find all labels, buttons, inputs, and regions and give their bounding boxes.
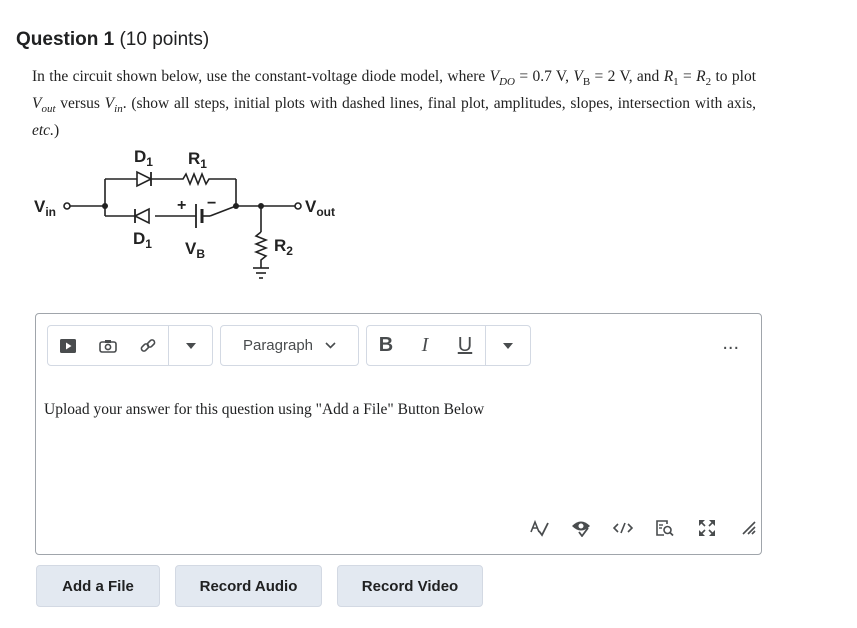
record-video-button[interactable]: Record Video (337, 565, 483, 607)
question-header (16, 29, 209, 51)
question-title: Question 1 (16, 29, 115, 50)
diode-d1-bottom (135, 209, 149, 223)
code-icon (613, 522, 633, 534)
source-code-button[interactable] (602, 514, 644, 542)
toolbar-insert-group (47, 325, 213, 366)
caret-down-icon (503, 343, 513, 349)
paragraph-label: Paragraph (242, 337, 314, 354)
caret-down-icon (186, 343, 196, 349)
insert-image-button[interactable] (88, 326, 128, 365)
fullscreen-button[interactable] (686, 514, 728, 542)
paragraph-format-select[interactable] (220, 325, 359, 366)
link-icon (139, 337, 157, 355)
label-vin: $V_{in}$ (34, 197, 57, 219)
label-r2: $R_2$ (274, 236, 293, 258)
label-d1-top: $D_1$ (134, 147, 153, 169)
add-file-button[interactable]: Add a File (36, 565, 160, 607)
spellcheck-icon (529, 519, 549, 537)
diode-d1-top (137, 172, 168, 186)
label-minus: − (207, 195, 217, 212)
video-icon (59, 338, 77, 354)
bold-button[interactable]: B (378, 334, 394, 356)
more-actions-button[interactable]: ... (722, 332, 739, 354)
preview-icon (655, 519, 675, 537)
insert-video-button[interactable] (48, 326, 88, 365)
camera-icon (99, 339, 117, 353)
record-audio-button[interactable]: Record Audio (175, 565, 322, 607)
toolbar-format-group (366, 325, 531, 366)
html-editor[interactable] (35, 313, 762, 555)
fullscreen-icon (698, 519, 716, 537)
label-d1-bottom: $D_1$ (133, 229, 152, 251)
resize-handle-icon (741, 520, 757, 536)
circuit-diagram (30, 140, 360, 290)
accessibility-checker-button[interactable] (560, 514, 602, 542)
editor-bottom-tools (518, 514, 770, 542)
resize-handle[interactable] (728, 514, 770, 542)
chevron-down-icon (325, 342, 336, 349)
eye-check-icon (571, 519, 591, 537)
label-vb: $V_B$ (185, 239, 206, 261)
format-more-dropdown[interactable] (485, 326, 529, 365)
underline-button[interactable]: U (457, 334, 473, 356)
preview-button[interactable] (644, 514, 686, 542)
label-vout: $V_{out}$ (305, 197, 335, 219)
spellcheck-button[interactable] (518, 514, 560, 542)
insert-more-dropdown[interactable] (168, 326, 212, 365)
insert-link-button[interactable] (128, 326, 168, 365)
label-plus: + (177, 197, 187, 214)
editor-content[interactable]: Upload your answer for this question using "Add a File" Button Below (44, 401, 485, 418)
question-points: (10 points) (119, 29, 210, 50)
question-text: In the circuit shown below, use the constant-voltage diode model, where $V_{DO} = 0.7$ V, $V_B = 2$ V, and $R_1 = R_2$ to plot $V_{out}$ versus $V_{in}$. (show all steps, initial plots with dashed lines, final plot, amplitudes, slopes, intersection with axis, etc.) (32, 68, 757, 140)
italic-button[interactable]: I (421, 334, 429, 356)
label-r1: $R_1$ (188, 149, 207, 171)
